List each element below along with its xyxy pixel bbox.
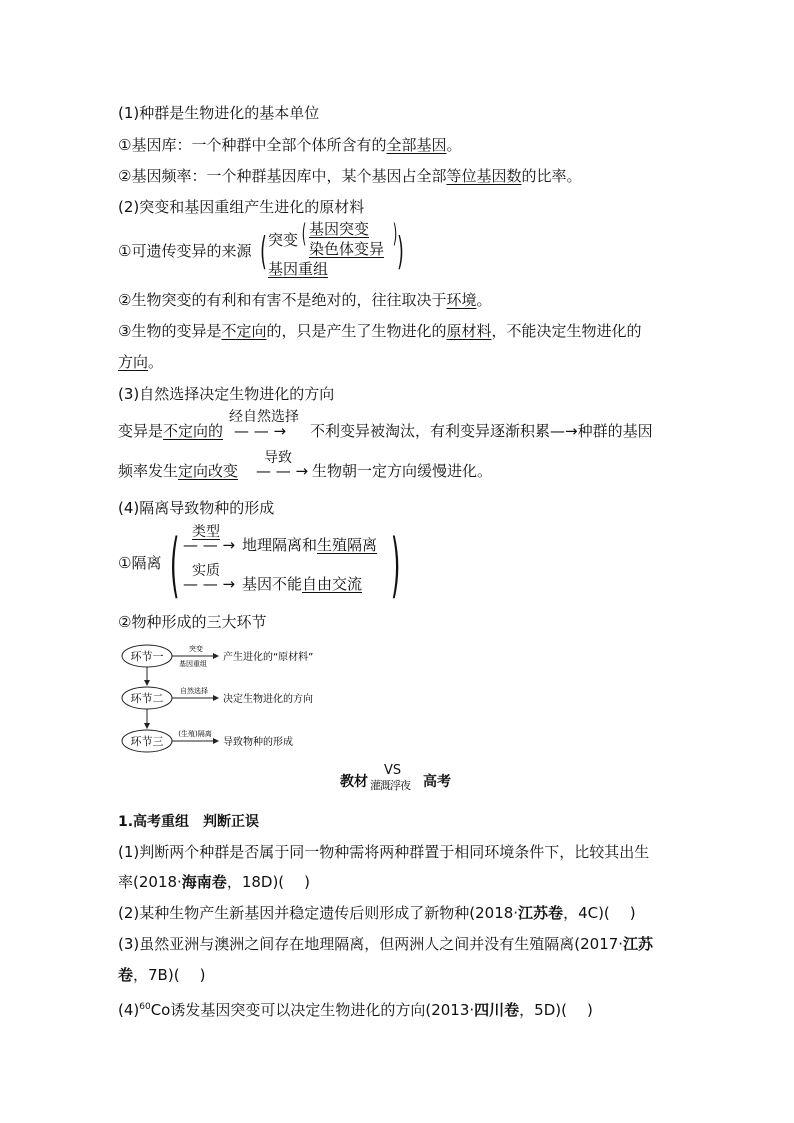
mutation-benefit-end: 。 (476, 291, 492, 309)
banner-right: 高考 (423, 774, 451, 790)
direction-end: 。 (148, 353, 164, 371)
isolation-right-brace: ) (390, 524, 401, 606)
banner-left: 教材 (340, 774, 368, 790)
environment-answer: 环境 (446, 291, 477, 309)
recombination-answer: 基因重组 (268, 260, 329, 278)
gene-frequency-answer: 等位基因数 (446, 167, 522, 185)
variation-direction-line (118, 321, 642, 341)
section2-heading: (2)突变和基因重组产生进化的原材料 (118, 198, 365, 216)
question2-text: (2)某种生物产生新基因并稳定遗传后则形成了新物种(2018· (118, 904, 519, 922)
essence-arrow: — — → (183, 575, 236, 593)
question4-source: 四川卷 (474, 1001, 520, 1019)
question4-text: Co诱发基因突变可以决定生物进化的方向(2013· (150, 1001, 475, 1019)
gene-pool-text: ①基因库：一个种群中全部个体所含有的 (118, 136, 387, 154)
question1-line1: (1)判断两个种群是否属于同一物种需将两种群置于相同环境条件下，比较其出生 (118, 843, 650, 861)
question3-source-b: 卷 (118, 966, 134, 984)
natural-selection-arrow-label: 经自然选择 (229, 409, 299, 425)
free-exchange-answer: 自由交流 (302, 575, 363, 593)
question4-isotope-mass: 60 (139, 1002, 151, 1012)
link1-result: 产生进化的“原材料” (223, 652, 314, 663)
question2-line (118, 903, 636, 923)
link3-arrow-top: (生殖)隔离 (178, 730, 212, 738)
link3-label: 环节三 (130, 735, 164, 748)
undirected-answer: 不定向 (221, 322, 267, 340)
section1-heading: (1)种群是生物进化的基本单位 (118, 104, 320, 122)
question3-close: ) (199, 966, 206, 984)
link1-arrow-top: 突变 (189, 645, 203, 653)
frequency-text: 频率发生 (118, 462, 179, 480)
direction-answer: 方向 (118, 353, 149, 371)
question3-line2 (118, 965, 205, 985)
gene-frequency-line (118, 166, 581, 186)
variation-source-label: ①可遗传变异的来源 (118, 242, 252, 260)
gene-mutation-answer: 基因突变 (309, 220, 370, 238)
left-brace-inner: ( (301, 219, 307, 249)
question1-line2 (118, 872, 310, 892)
selection-line-1 (118, 421, 223, 441)
question2-close: ) (629, 904, 636, 922)
question1-source: 海南卷 (181, 873, 227, 891)
question1-year: 率(2018· (118, 873, 182, 891)
undirected-variation-answer: 不定向的 (163, 422, 224, 440)
selection-text-a: 变异是 (118, 422, 164, 440)
accumulation-arrow: —→ (550, 422, 578, 440)
mutation-benefit-line (118, 290, 491, 310)
link2-arrow-top: 自然选择 (180, 687, 208, 695)
selection-line-2 (118, 461, 238, 481)
variation-direction-text-b: 的，只是产生了生物进化的 (266, 322, 447, 340)
three-links-heading: ②物种形成的三大环节 (118, 613, 267, 631)
slow-evolution-text: 生物朝一定方向缓慢进化。 (312, 462, 493, 480)
mutation-benefit-text: ②生物突变的有利和有害不是绝对的，往往取决于 (118, 291, 447, 309)
leads-to-arrow: — — → (256, 462, 309, 480)
isolation-left-brace: ( (169, 524, 180, 606)
question3-source-a: 江苏 (623, 935, 654, 953)
question1-close: ) (304, 873, 311, 891)
question3-ref: ，7B)( (133, 966, 180, 984)
banner-subtext: 灌溉浮夜 (370, 779, 410, 792)
right-brace-inner: ) (392, 219, 398, 249)
variation-direction-text-c: ，不能决定生物进化的 (491, 322, 642, 340)
natural-selection-arrow: — — → (234, 422, 287, 440)
right-brace-outer: ) (397, 229, 404, 273)
raw-material-answer: 原材料 (446, 322, 492, 340)
gene-pool-end: 。 (446, 136, 462, 154)
question1-ref: ，18D)( (226, 873, 285, 891)
selection-result-text (310, 421, 653, 441)
section3-heading: (3)自然选择决定生物进化的方向 (118, 385, 335, 403)
geographic-isolation-text: 地理隔离和 (242, 536, 318, 554)
isolation-label: ①隔离 (118, 554, 162, 572)
gene-pool-answer: 全部基因 (386, 136, 447, 154)
gene-pool-line (118, 135, 461, 155)
question2-ref: ，4C)( (563, 904, 610, 922)
section4-heading: (4)隔离导致物种的形成 (118, 499, 275, 517)
leads-to-arrow-label: 导致 (264, 450, 292, 466)
gene-frequency-text: ②基因频率：一个种群基因库中，某个基因占全部 (118, 167, 447, 185)
link3-result: 导致物种的形成 (223, 737, 293, 748)
question4-line (118, 997, 593, 1020)
variation-direction-text-a: ③生物的变异是 (118, 322, 222, 340)
directional-change-answer: 定向改变 (178, 462, 239, 480)
question2-source: 江苏卷 (518, 904, 564, 922)
question4-close: ) (586, 1001, 593, 1019)
speciation-diagram (110, 640, 350, 760)
selection-result-b: 种群的基因 (577, 422, 653, 440)
exam-heading: 1.高考重组 判断正误 (118, 814, 260, 830)
type-label: 类型 (192, 524, 220, 540)
banner-vs: VS (384, 763, 402, 778)
mutation-label: 突变 (268, 231, 299, 249)
link2-label: 环节二 (130, 692, 164, 705)
reproductive-isolation-answer: 生殖隔离 (317, 536, 378, 554)
gene-flow-text: 基因不能 (242, 575, 303, 593)
link2-result: 决定生物进化的方向 (223, 694, 313, 705)
left-brace-outer: ( (260, 229, 267, 273)
question4-ref: ，5D)( (519, 1001, 567, 1019)
question4-number: (4) (118, 1001, 140, 1019)
selection-result-a: 不利变异被淘汰，有利变异逐渐积累 (310, 422, 551, 440)
gene-frequency-end: 的比率。 (521, 167, 582, 185)
type-arrow: — — → (183, 536, 236, 554)
question3-text: (3)虽然亚洲与澳洲之间存在地理隔离，但两洲人之间并没有生殖隔离(2017· (118, 935, 624, 953)
essence-label: 实质 (192, 563, 220, 579)
question3-line1 (118, 934, 653, 954)
direction-line (118, 352, 163, 372)
chromosome-variation-answer: 染色体变异 (309, 240, 385, 258)
link1-label: 环节一 (130, 650, 164, 663)
link1-arrow-bottom: 基因重组 (179, 660, 207, 668)
essence-value (242, 574, 362, 594)
type-value (242, 535, 377, 555)
